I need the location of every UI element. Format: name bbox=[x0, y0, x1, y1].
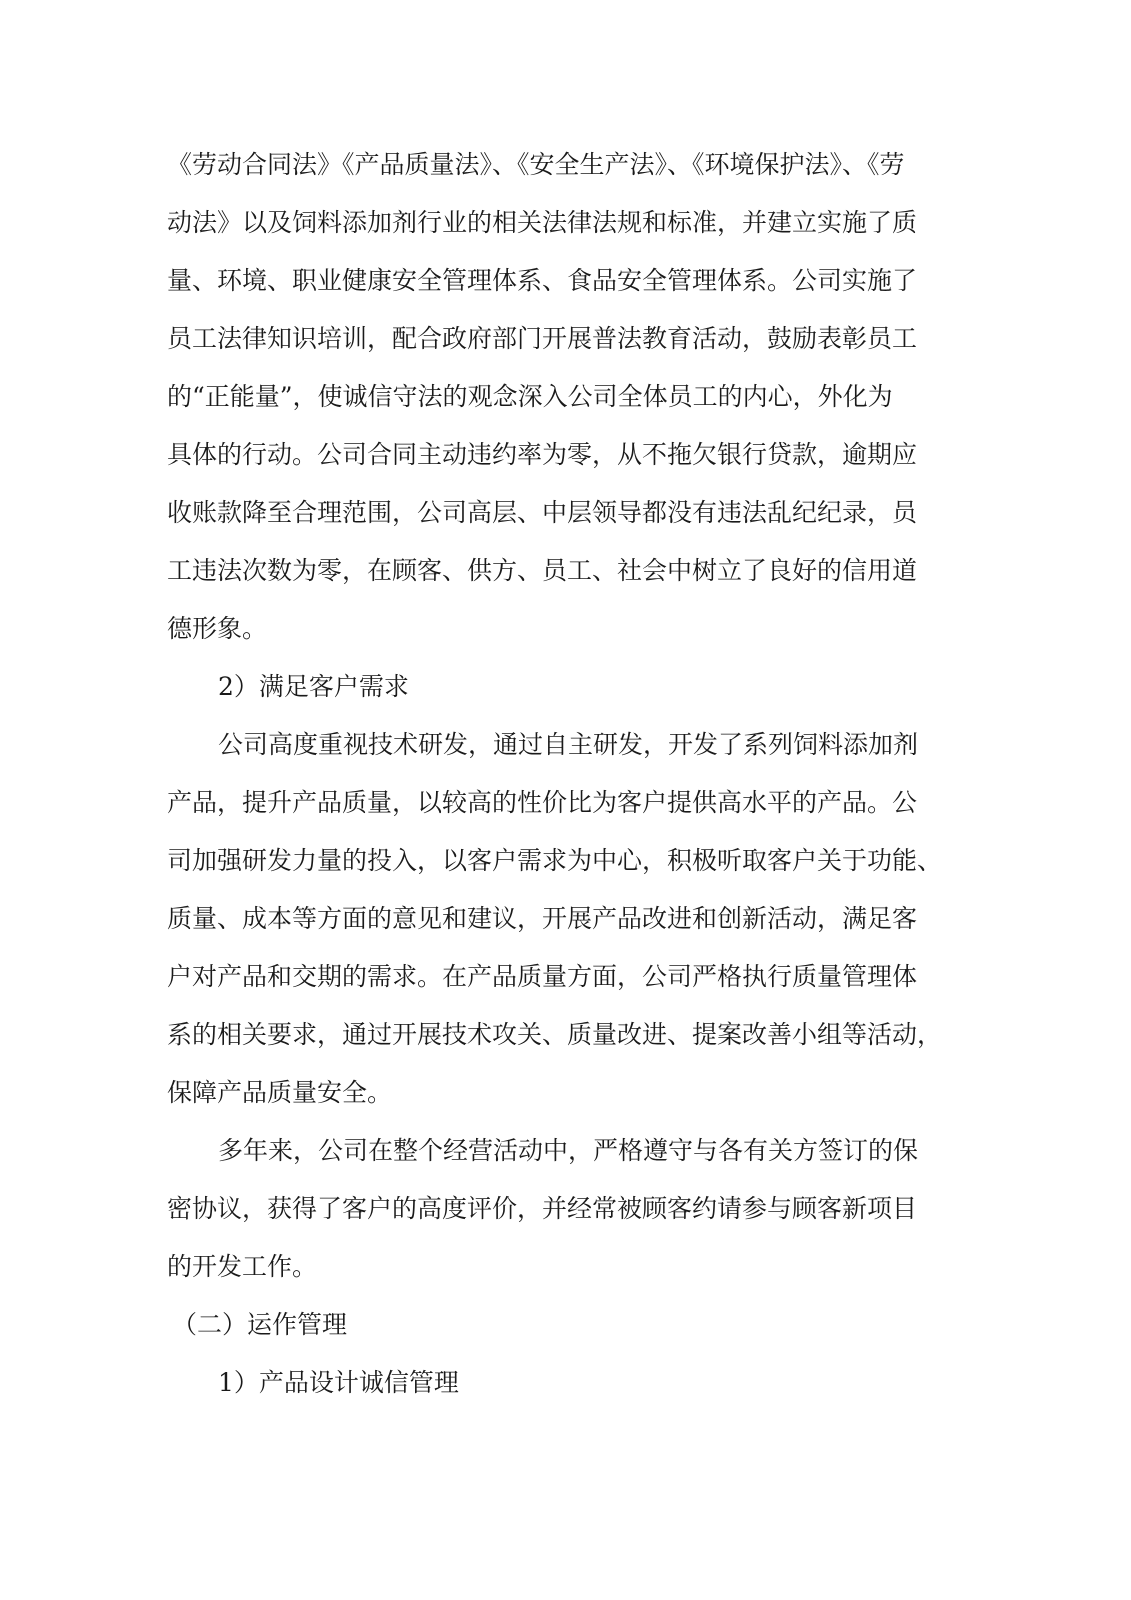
text-line: 工违法次数为零，在顾客、供方、员工、社会中树立了良好的信用道 bbox=[167, 556, 918, 585]
text-line: 收账款降至合理范围，公司高层、中层领导都没有违法乱纪纪录，员 bbox=[167, 498, 918, 527]
text-line: 质量、成本等方面的意见和建议，开展产品改进和创新活动，满足客 bbox=[167, 904, 918, 933]
text-line: 动法》以及饲料添加剂行业的相关法律法规和标准，并建立实施了质 bbox=[167, 208, 918, 237]
section-heading-operations-management: （二）运作管理 bbox=[172, 1310, 348, 1339]
text-line: 具体的行动。公司合同主动违约率为零，从不拖欠银行贷款，逾期应 bbox=[167, 440, 918, 469]
text-line: 产品，提升产品质量，以较高的性价比为客户提供高水平的产品。公 bbox=[167, 788, 918, 817]
text-line: 的“正能量”，使诚信守法的观念深入公司全体员工的内心，外化为 bbox=[167, 382, 893, 411]
text-line: 德形象。 bbox=[167, 614, 268, 643]
text-line: 量、环境、职业健康安全管理体系、食品安全管理体系。公司实施了 bbox=[167, 266, 918, 295]
section-heading-customer-needs: 2）满足客户需求 bbox=[218, 672, 409, 701]
text-line: 的开发工作。 bbox=[167, 1252, 318, 1281]
text-line: 系的相关要求，通过开展技术攻关、质量改进、提案改善小组等活动， bbox=[167, 1020, 943, 1049]
text-line: 保障产品质量安全。 bbox=[167, 1078, 393, 1107]
text-line: 密协议，获得了客户的高度评价，并经常被顾客约请参与顾客新项目 bbox=[167, 1194, 918, 1223]
text-line: 户对产品和交期的需求。在产品质量方面，公司严格执行质量管理体 bbox=[167, 962, 918, 991]
section-heading-product-design-integrity: 1）产品设计诚信管理 bbox=[218, 1368, 459, 1397]
text-line: 公司高度重视技术研发，通过自主研发，开发了系列饲料添加剂 bbox=[218, 730, 919, 759]
text-line: 司加强研发力量的投入，以客户需求为中心，积极听取客户关于功能、 bbox=[167, 846, 943, 875]
text-line: 《劳动合同法》《产品质量法》、《安全生产法》、《环境保护法》、《劳 bbox=[167, 150, 905, 179]
text-line: 员工法律知识培训，配合政府部门开展普法教育活动，鼓励表彰员工 bbox=[167, 324, 918, 353]
text-line: 多年来，公司在整个经营活动中，严格遵守与各有关方签订的保 bbox=[218, 1136, 919, 1165]
